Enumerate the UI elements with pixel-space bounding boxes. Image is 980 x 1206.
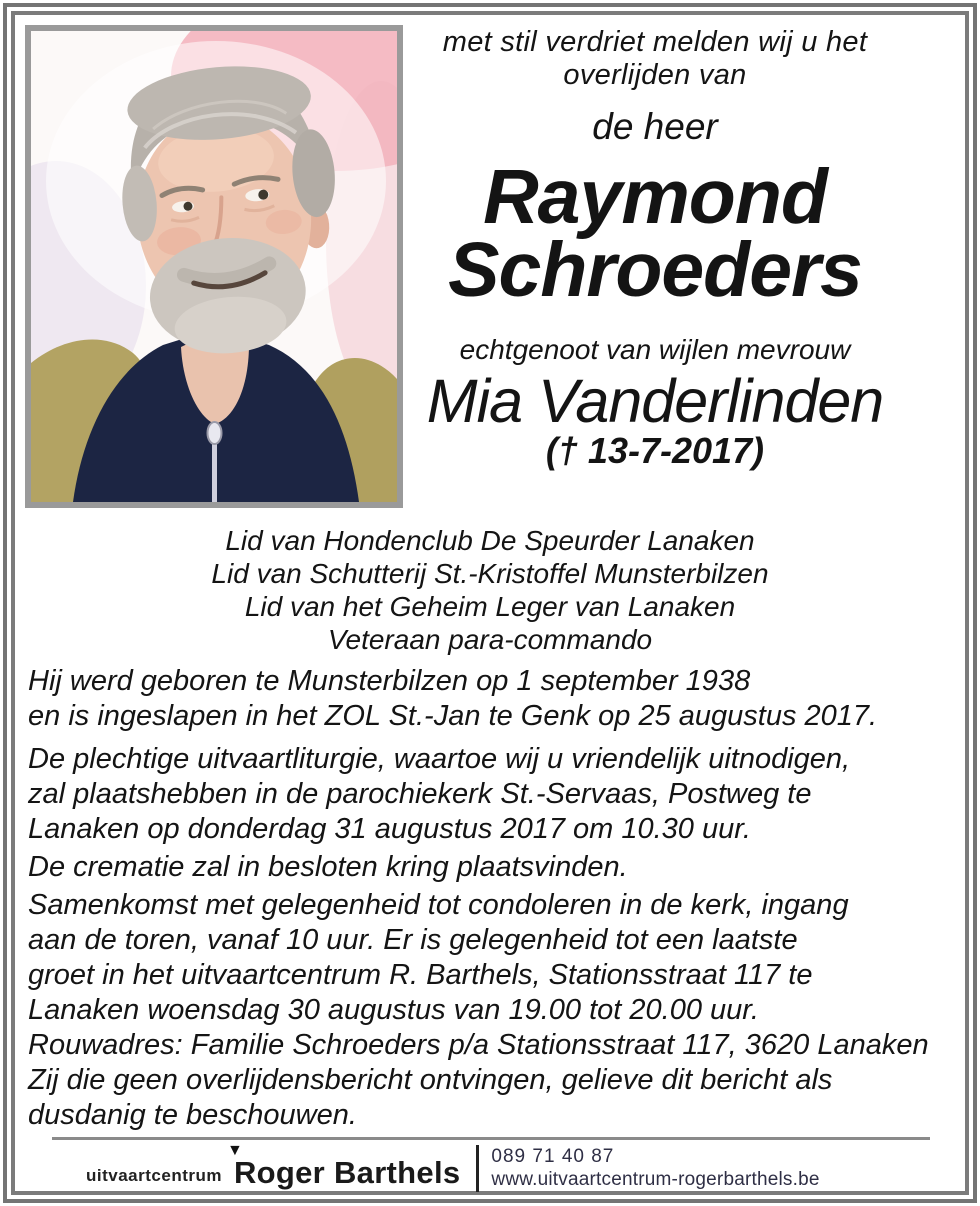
body-line: Zij die geen overlijdensbericht ontvingen, gelieve dit bericht als	[28, 1064, 833, 1096]
body-line: Lanaken op donderdag 31 augustus 2017 om 10.30 uur.	[28, 813, 751, 845]
funeral-home-brand	[226, 1142, 461, 1195]
funeral-home-footer	[86, 1143, 820, 1195]
body-line: aan de toren, vanaf 10 uur. Er is gelegenheid tot een laatste	[28, 924, 798, 956]
body-line: dusdanig te beschouwen.	[28, 1099, 357, 1131]
spouse-intro: echtgenoot van wijlen mevrouw	[459, 334, 851, 365]
body-line: Hij werd geboren te Munsterbilzen op 1 september 1938	[28, 665, 751, 697]
membership-line: Lid van Schutterij St.-Kristoffel Munsterbilzen	[211, 558, 769, 589]
announcement-body	[28, 664, 968, 1133]
membership-line: Lid van het Geheim Leger van Lanaken	[244, 591, 736, 622]
body-line: Lanaken woensdag 30 augustus van 19.00 tot 20.00 uur.	[28, 994, 759, 1026]
intro-line: overlijden van	[563, 59, 747, 91]
portrait-photo	[25, 25, 403, 508]
triangle-logo-icon: ▼	[226, 1142, 243, 1159]
body-line: De crematie zal in besloten kring plaatsvinden.	[28, 851, 628, 883]
body-line: Rouwadres: Familie Schroeders p/a Stationsstraat 117, 3620 Lanaken	[28, 1029, 929, 1061]
memberships-block	[0, 524, 980, 656]
body-line: groet in het uitvaartcentrum R. Barthels, Stationsstraat 117 te	[28, 959, 813, 991]
announcement-header	[403, 26, 907, 471]
funeral-home-brand-prefix: uitvaartcentrum	[86, 1166, 222, 1185]
membership-line: Veteraan para-commando	[327, 624, 653, 655]
deceased-last-name: Schroeders	[448, 227, 862, 313]
body-line: Samenkomst met gelegenheid tot condoleren in de kerk, ingang	[28, 889, 849, 921]
body-line: De plechtige uitvaartliturgie, waartoe wij u vriendelijk uitnodigen,	[28, 743, 851, 775]
deceased-first-name: Raymond	[483, 154, 827, 240]
contact-block	[491, 1145, 819, 1195]
website-url: www.uitvaartcentrum-rogerbarthels.be	[491, 1169, 820, 1190]
salutation: de heer	[592, 106, 718, 147]
portrait-illustration	[31, 31, 397, 502]
contact-divider	[476, 1145, 479, 1192]
spouse-name: Mia Vanderlinden	[426, 367, 884, 435]
membership-line: Lid van Hondenclub De Speurder Lanaken	[225, 525, 755, 556]
body-line: zal plaatshebben in de parochiekerk St.-Servaas, Postweg te	[28, 778, 812, 810]
funeral-home-name: Roger Barthels	[233, 1155, 461, 1190]
spouse-death-date: († 13-7-2017)	[545, 430, 765, 471]
phone-number: 089 71 40 87	[491, 1146, 615, 1167]
footer-separator	[52, 1137, 930, 1140]
intro-line: met stil verdriet melden wij u het	[442, 26, 868, 58]
body-line: en is ingeslapen in het ZOL St.-Jan te Genk op 25 augustus 2017.	[28, 700, 878, 732]
